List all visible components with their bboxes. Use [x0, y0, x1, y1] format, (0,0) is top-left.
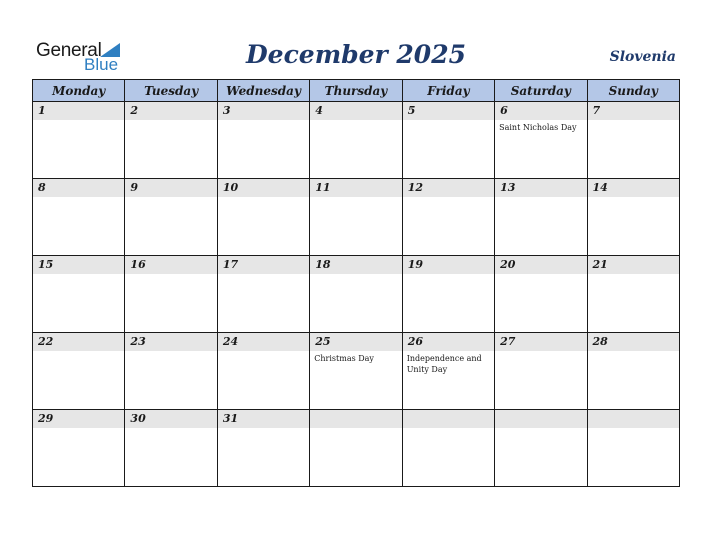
day-cell [587, 256, 679, 333]
day-cell [310, 333, 402, 410]
day-cell [33, 410, 125, 487]
day-cell [125, 256, 217, 333]
day-cell [217, 102, 309, 179]
day-cell [495, 410, 587, 487]
day-cell [587, 102, 679, 179]
day-number: 14 [588, 179, 679, 197]
day-cell [587, 179, 679, 256]
day-number: 30 [125, 410, 216, 428]
day-number: 19 [403, 256, 494, 274]
day-cell [125, 179, 217, 256]
day-number: 31 [218, 410, 309, 428]
day-number [588, 410, 679, 428]
day-cell [402, 410, 494, 487]
logo-text-blue: Blue [84, 55, 119, 74]
day-cell [495, 179, 587, 256]
day-cell [33, 102, 125, 179]
logo-text-general: General [36, 40, 102, 61]
day-cell [495, 256, 587, 333]
day-cell [310, 102, 402, 179]
holiday-label: Christmas Day [314, 354, 374, 363]
day-number: 9 [125, 179, 216, 197]
day-cell [310, 410, 402, 487]
weekday-wednesday: Wednesday [217, 80, 309, 102]
day-cell [125, 333, 217, 410]
day-cell [33, 179, 125, 256]
day-cell [33, 333, 125, 410]
day-cell [310, 179, 402, 256]
day-cell [217, 410, 309, 487]
weekday-monday: Monday [33, 80, 125, 102]
day-cell [402, 333, 494, 410]
holiday-label: Saint Nicholas Day [499, 123, 577, 132]
day-cell [217, 256, 309, 333]
weekday-tuesday: Tuesday [125, 80, 217, 102]
day-cell [217, 179, 309, 256]
day-number: 11 [310, 179, 401, 197]
week-row [33, 333, 680, 410]
day-number: 25 [310, 333, 401, 351]
day-number: 17 [218, 256, 309, 274]
day-number: 29 [33, 410, 124, 428]
day-number: 26 [403, 333, 494, 351]
calendar-body [33, 102, 680, 487]
calendar-grid [32, 79, 680, 487]
day-cell [495, 102, 587, 179]
calendar-title: December 2025 [245, 40, 466, 69]
day-number [310, 410, 401, 428]
day-number: 10 [218, 179, 309, 197]
day-cell [217, 333, 309, 410]
day-number [495, 410, 586, 428]
holiday-label: Independence and Unity Day [406, 354, 482, 374]
day-number: 27 [495, 333, 586, 351]
day-cell [125, 410, 217, 487]
day-number: 5 [403, 102, 494, 120]
week-row [33, 179, 680, 256]
day-cell [402, 256, 494, 333]
week-row [33, 256, 680, 333]
day-number: 23 [125, 333, 216, 351]
day-number: 4 [310, 102, 401, 120]
day-number: 6 [495, 102, 586, 120]
day-number: 28 [588, 333, 679, 351]
day-number: 15 [33, 256, 124, 274]
weekday-sunday: Sunday [587, 80, 679, 102]
weekday-friday: Friday [402, 80, 494, 102]
day-cell [587, 333, 679, 410]
day-number: 1 [33, 102, 124, 120]
day-number: 24 [218, 333, 309, 351]
week-row [33, 102, 680, 179]
day-cell [310, 256, 402, 333]
day-number: 18 [310, 256, 401, 274]
day-cell [125, 102, 217, 179]
day-number: 7 [588, 102, 679, 120]
weekday-thursday: Thursday [310, 80, 402, 102]
day-cell [402, 102, 494, 179]
day-number: 3 [218, 102, 309, 120]
day-cell [33, 256, 125, 333]
weekday-header-row [33, 80, 680, 102]
country-label: Slovenia [609, 49, 676, 65]
weekday-saturday: Saturday [495, 80, 587, 102]
day-cell [402, 179, 494, 256]
week-row [33, 410, 680, 487]
day-number: 12 [403, 179, 494, 197]
day-number: 2 [125, 102, 216, 120]
day-number: 22 [33, 333, 124, 351]
day-number [403, 410, 494, 428]
day-number: 21 [588, 256, 679, 274]
day-number: 16 [125, 256, 216, 274]
day-number: 20 [495, 256, 586, 274]
day-cell [587, 410, 679, 487]
day-number: 13 [495, 179, 586, 197]
day-number: 8 [33, 179, 124, 197]
day-cell [495, 333, 587, 410]
